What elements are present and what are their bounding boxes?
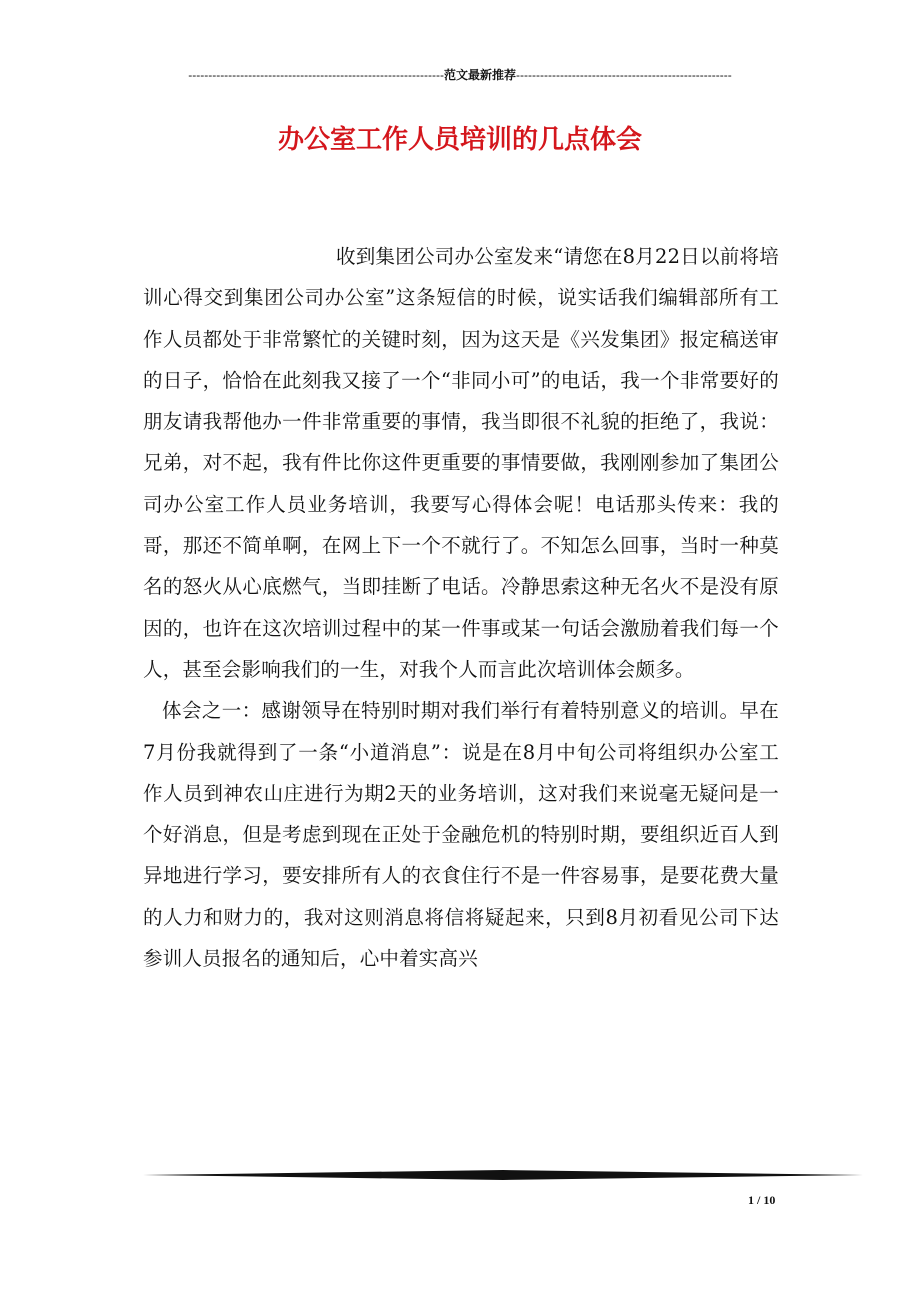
header-banner <box>140 66 780 84</box>
paragraph-1: 收到集团公司办公室发来“请您在8月22日以前将培训心得交到集团公司办公室”这条短信的时候，说实话我们编辑部所有工作人员都处于非常繁忙的关键时刻，因为这天是《兴发集团》报定稿送审的日子，恰恰在此刻我又接了一个“非同小可”的电话，我一个非常要好的朋友请我帮他办一件非常重要的事情，我当即很不礼貌的拒绝了，我说：兄弟，对不起，我有件比你这件更重要的事情要做，我刚刚参加了集团公司办公室工作人员业务培训，我要写心得体会呢！电话那头传来：我的哥，那还不简单啊，在网上下一个不就行了。不知怎么回事，当时一种莫名的怒火从心底燃气，当即挂断了电话。冷静思索这种无名火不是没有原因的，也许在这次培训过程中的某一件事或某一句话会激励着我们每一个人，甚至会影响我们的一生，对我个人而言此次培训体会颇多。 <box>143 245 779 681</box>
header-label: 范文最新推荐 <box>443 68 516 82</box>
header-left-dashes: ---------------------------------------------------------------- <box>188 68 444 82</box>
page-indicator: 1 / 10 <box>748 1193 776 1207</box>
document-body <box>143 236 779 979</box>
header-right-dashes: ------------------------------------------------------ <box>515 68 732 82</box>
paragraph-2: 体会之一：感谢领导在特别时期对我们举行有着特别意义的培训。早在7月份我就得到了一条“小道消息”：说是在8月中旬公司将组织办公室工作人员到神农山庄进行为期2天的业务培训，这对我们来说毫无疑问是一个好消息，但是考虑到现在正处于金融危机的特别时期，要组织近百人到异地进行学习，要安排所有人的衣食住行不是一件容易事，是要花费大量的人力和财力的，我对这则消息将信将疑起来，只到8月初看见公司下达参训人员报名的通知后，心中着实高兴 <box>143 699 779 971</box>
footer-divider <box>143 1167 863 1183</box>
document-title: 办公室工作人员培训的几点体会 <box>277 125 642 155</box>
